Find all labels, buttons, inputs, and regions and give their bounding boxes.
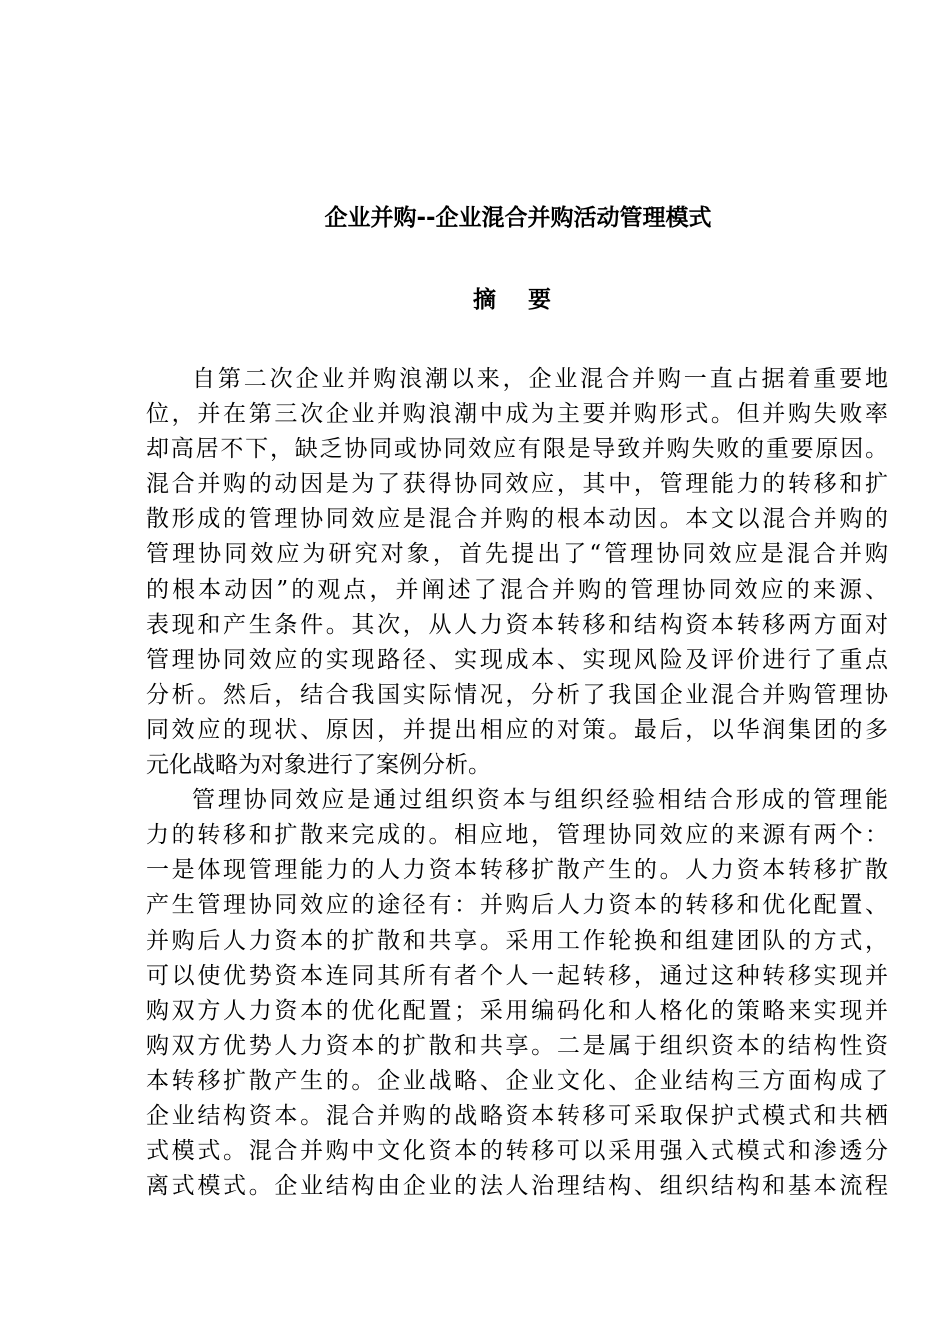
text-line: 式模式。混合并购中文化资本的转移可以采用强入式模式和渗透分 — [146, 1138, 888, 1165]
abstract-paragraph-2 — [146, 783, 888, 1204]
text-line: 的根本动因”的观点，并阐述了混合并购的管理协同效应的来源、 — [146, 576, 888, 603]
text-line: 自第二次企业并购浪潮以来，企业混合并购一直占据着重要地 — [192, 366, 888, 392]
text-line: 产生管理协同效应的途径有：并购后人力资本的转移和优化配置、 — [146, 892, 888, 919]
text-line: 管理协同效应的实现路径、实现成本、实现风险及评价进行了重点 — [146, 646, 888, 673]
text-line: 混合并购的动因是为了获得协同效应，其中，管理能力的转移和扩 — [146, 471, 888, 498]
text-line: 位，并在第三次企业并购浪潮中成为主要并购形式。但并购失败率 — [146, 401, 888, 428]
abstract-heading: 摘 要 — [472, 287, 563, 313]
text-line: 企业结构资本。混合并购的战略资本转移可采取保护式模式和共栖 — [146, 1102, 888, 1129]
text-line: 表现和产生条件。其次，从人力资本转移和结构资本转移两方面对 — [146, 611, 888, 638]
text-line: 力的转移和扩散来完成的。相应地，管理协同效应的来源有两个： — [146, 822, 888, 849]
document-title: 企业并购--企业混合并购活动管理模式 — [324, 205, 712, 231]
text-line: 并购后人力资本的扩散和共享。采用工作轮换和组建团队的方式， — [146, 927, 888, 954]
abstract-body — [146, 362, 888, 1204]
abstract-paragraph-1 — [146, 362, 888, 783]
text-line: 购双方人力资本的优化配置；采用编码化和人格化的策略来实现并 — [146, 997, 888, 1024]
text-line: 管理协同效应是通过组织资本与组织经验相结合形成的管理能 — [192, 787, 888, 814]
text-line: 管理协同效应为研究对象，首先提出了“管理协同效应是混合并购 — [146, 541, 888, 568]
text-line: 分析。然后，结合我国实际情况，分析了我国企业混合并购管理协 — [146, 681, 888, 708]
text-line: 离式模式。企业结构由企业的法人治理结构、组织结构和基本流程 — [146, 1173, 888, 1200]
text-line: 本转移扩散产生的。企业战略、企业文化、企业结构三方面构成了 — [146, 1067, 888, 1094]
text-line: 元化战略为对象进行了案例分析。 — [146, 752, 491, 779]
text-line: 可以使优势资本连同其所有者个人一起转移，通过这种转移实现并 — [146, 962, 888, 989]
text-line: 一是体现管理能力的人力资本转移扩散产生的。人力资本转移扩散 — [146, 857, 888, 884]
text-line: 却高居不下，缺乏协同或协同效应有限是导致并购失败的重要原因。 — [146, 436, 888, 463]
text-line: 购双方优势人力资本的扩散和共享。二是属于组织资本的结构性资 — [146, 1032, 888, 1059]
text-line: 同效应的现状、原因，并提出相应的对策。最后，以华润集团的多 — [146, 716, 888, 743]
text-line: 散形成的管理协同效应是混合并购的根本动因。本文以混合并购的 — [146, 506, 888, 533]
